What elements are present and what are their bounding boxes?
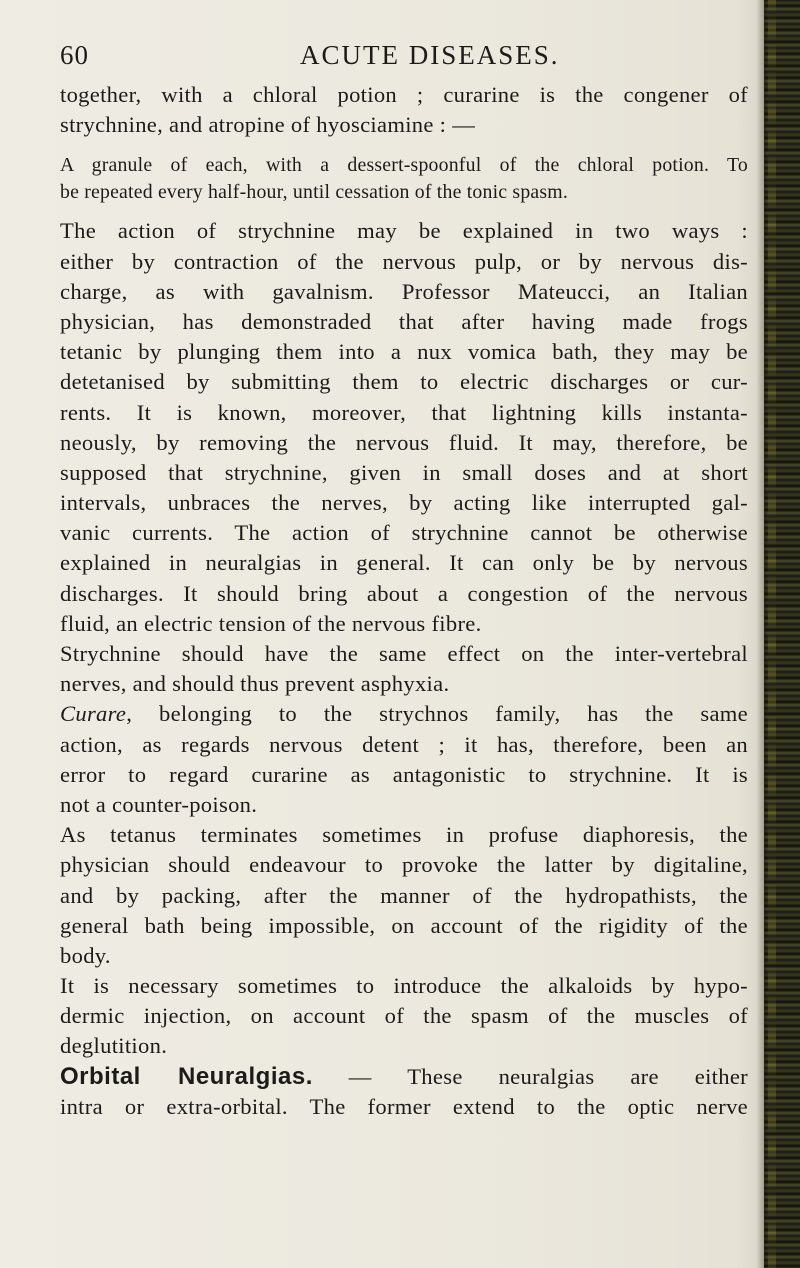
text-line: Strychnine should have the same effect on the inter-vertebral <box>60 641 748 666</box>
prescription-line: A granule of each, with a dessert-spoonful of the chloral potion. To <box>60 154 748 177</box>
page-number: 60 <box>60 40 89 70</box>
text-line: physician, has demonstraded that after having made frogs <box>60 308 748 334</box>
text-fragment: — These neuralgias are either <box>312 1063 748 1089</box>
text-line: detetanised by submitting them to electric discharges or cur- <box>60 369 748 395</box>
text-line: charge, as with gavalnism. Professor Mateucci, an Italian <box>60 278 748 304</box>
text-line: rents. It is known, moreover, that lightning kills instanta- <box>60 399 748 425</box>
text-line: The action of strychnine may be explained in two ways : <box>60 218 748 244</box>
running-head: ACUTE DISEASES. <box>300 40 560 70</box>
page-header <box>60 40 740 74</box>
text-line: nerves, and should thus prevent asphyxia. <box>60 671 450 697</box>
text-fragment: , belonging to the strychnos family, has the same <box>126 701 748 727</box>
text-line: general bath being impossible, on account of the rigidity of the <box>60 912 748 938</box>
text-line: together, with a chloral potion ; curarine is the congener of <box>60 82 748 107</box>
text-line: discharges. It should bring about a congestion of the nervous <box>60 580 748 606</box>
text-line: strychnine, and atropine of hyosciamine : — <box>60 112 476 138</box>
text-line: body. <box>60 942 111 968</box>
italic-term: Curare <box>60 701 127 727</box>
text-line: vanic currents. The action of strychnine cannot be otherwise <box>60 520 748 546</box>
text-line: error to regard curarine as antagonistic to strychnine. It is <box>60 761 748 787</box>
text-line: action, as regards nervous detent ; it has, therefore, been an <box>60 731 748 757</box>
text-line: intra or extra-orbital. The former extend to the optic nerve <box>60 1093 748 1119</box>
section-heading: Orbital Neuralgias. <box>60 1062 313 1090</box>
text-line: either by contraction of the nervous pulp, or by nervous dis- <box>60 248 748 274</box>
text-line: supposed that strychnine, given in small doses and at short <box>60 459 748 485</box>
text-line: deglutition. <box>60 1033 168 1059</box>
body-text <box>60 80 748 1122</box>
text-line <box>60 1062 748 1092</box>
text-line: neously, by removing the nervous fluid. It may, therefore, be <box>60 429 748 455</box>
text-line: explained in neuralgias in general. It can only be by nervous <box>60 550 748 576</box>
text-line: dermic injection, on account of the spasm of the muscles of <box>60 1003 748 1029</box>
text-line: physician should endeavour to provoke the latter by digitaline, <box>60 852 748 878</box>
text-line: intervals, unbraces the nerves, by acting like interrupted gal- <box>60 490 748 516</box>
prescription-line: be repeated every half-hour, until cessation of the tonic spasm. <box>60 181 569 204</box>
book-binding-edge <box>764 0 800 1268</box>
text-line: fluid, an electric tension of the nervous fibre. <box>60 610 482 636</box>
text-line: As tetanus terminates sometimes in profuse diaphoresis, the <box>60 822 748 848</box>
text-line: It is necessary sometimes to introduce the alkaloids by hypo- <box>60 973 748 999</box>
text-line: not a counter-poison. <box>60 791 258 817</box>
text-line: tetanic by plunging them into a nux vomica bath, they may be <box>60 339 748 365</box>
text-line <box>60 699 748 729</box>
text-line: and by packing, after the manner of the hydropathists, the <box>60 882 748 908</box>
